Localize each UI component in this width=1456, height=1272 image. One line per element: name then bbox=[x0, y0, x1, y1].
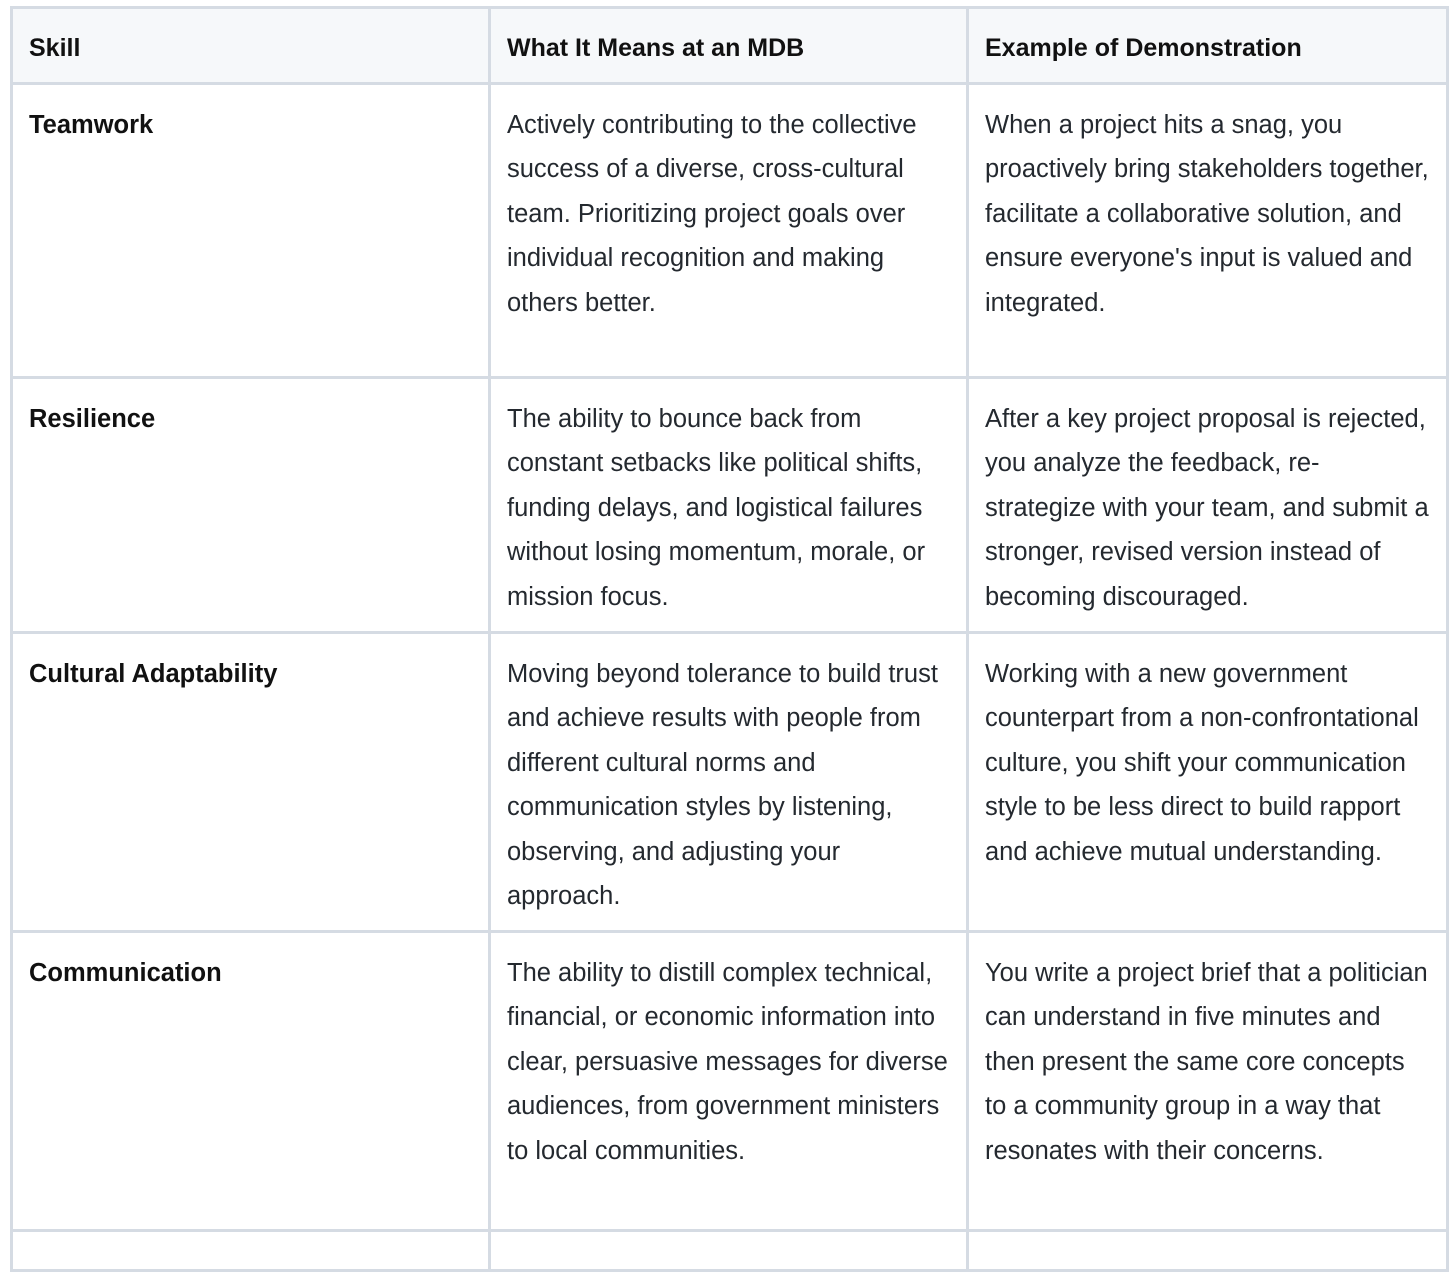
skills-table bbox=[10, 6, 1449, 1272]
skill-cell: Teamwork bbox=[12, 84, 490, 378]
skill-cell: Cultural Adaptability bbox=[12, 633, 490, 932]
empty-cell bbox=[968, 1231, 1448, 1271]
meaning-cell: The ability to bounce back from constant setbacks like political shifts, funding delays, and logistical failures without losing momentum, morale, or mission focus. bbox=[490, 378, 968, 633]
empty-cell bbox=[12, 1231, 490, 1271]
meaning-cell: Moving beyond tolerance to build trust and achieve results with people from different cultural norms and communication styles by listening, observing, and adjusting your approach. bbox=[490, 633, 968, 932]
skill-cell: Communication bbox=[12, 932, 490, 1231]
example-cell: Working with a new government counterpart from a non-confrontational culture, you shift your communication style to be less direct to build rapport and achieve mutual understanding. bbox=[968, 633, 1448, 932]
example-cell: When a project hits a snag, you proactively bring stakeholders together, facilitate a collaborative solution, and ensure everyone's input is valued and integrated. bbox=[968, 84, 1448, 378]
table-row bbox=[12, 84, 1448, 378]
header-meaning: What It Means at an MDB bbox=[490, 8, 968, 84]
table-row bbox=[12, 633, 1448, 932]
example-cell: After a key project proposal is rejected, you analyze the feedback, re-strategize with your team, and submit a stronger, revised version instead of becoming discouraged. bbox=[968, 378, 1448, 633]
skills-table-container bbox=[10, 6, 1446, 1272]
header-example: Example of Demonstration bbox=[968, 8, 1448, 84]
table-row-partial bbox=[12, 1231, 1448, 1271]
table-header-row bbox=[12, 8, 1448, 84]
meaning-cell: The ability to distill complex technical, financial, or economic information into clear, persuasive messages for diverse audiences, from government ministers to local communities. bbox=[490, 932, 968, 1231]
empty-cell bbox=[490, 1231, 968, 1271]
table-row bbox=[12, 932, 1448, 1231]
meaning-cell: Actively contributing to the collective success of a diverse, cross-cultural team. Prioritizing project goals over individual recognition and making others better. bbox=[490, 84, 968, 378]
example-cell: You write a project brief that a politician can understand in five minutes and then present the same core concepts to a community group in a way that resonates with their concerns. bbox=[968, 932, 1448, 1231]
skill-cell: Resilience bbox=[12, 378, 490, 633]
header-skill: Skill bbox=[12, 8, 490, 84]
table-row bbox=[12, 378, 1448, 633]
